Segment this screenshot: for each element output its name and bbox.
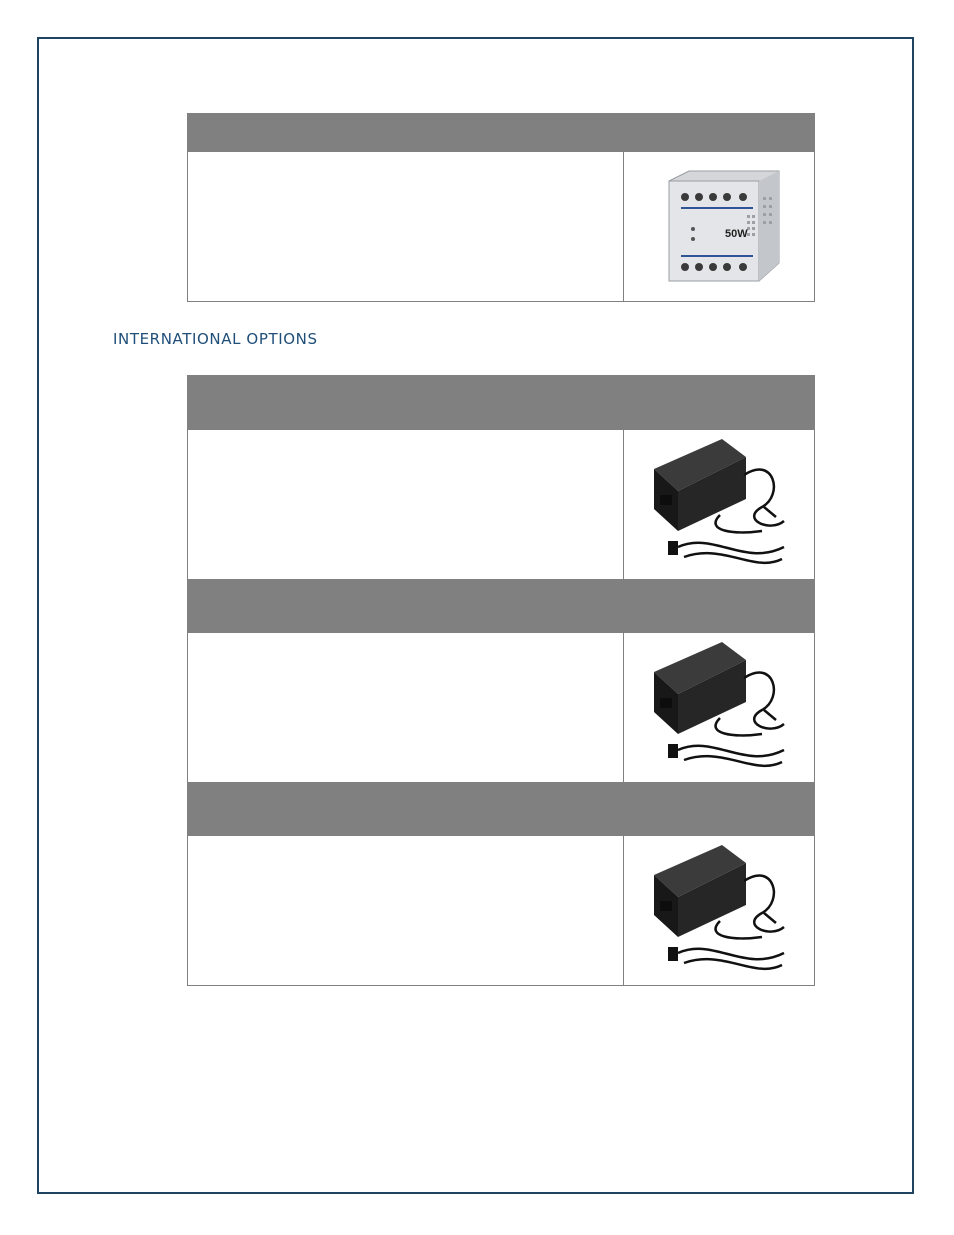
product-image-cell xyxy=(624,633,814,782)
table-header xyxy=(188,376,814,429)
table-header xyxy=(188,782,814,835)
table-row xyxy=(188,632,814,782)
power-adapter-icon xyxy=(644,435,794,575)
product-description-cell xyxy=(188,836,624,985)
power-adapter-icon xyxy=(644,841,794,981)
din-rail-power-supply-icon xyxy=(655,167,783,287)
table-header xyxy=(188,579,814,632)
product-table-din-rail xyxy=(187,113,815,302)
wattage-label: 50W xyxy=(725,227,748,240)
table-row xyxy=(188,151,814,301)
product-image-cell xyxy=(624,430,814,579)
table-row xyxy=(188,835,814,985)
table-header xyxy=(188,114,814,151)
product-description-cell xyxy=(188,152,624,301)
product-description-cell xyxy=(188,633,624,782)
product-description-cell xyxy=(188,430,624,579)
product-image-cell xyxy=(624,152,814,301)
product-image-cell xyxy=(624,836,814,985)
section-title: INTERNATIONAL OPTIONS xyxy=(113,330,318,348)
product-table-international xyxy=(187,375,815,986)
power-adapter-icon xyxy=(644,638,794,778)
table-row xyxy=(188,429,814,579)
